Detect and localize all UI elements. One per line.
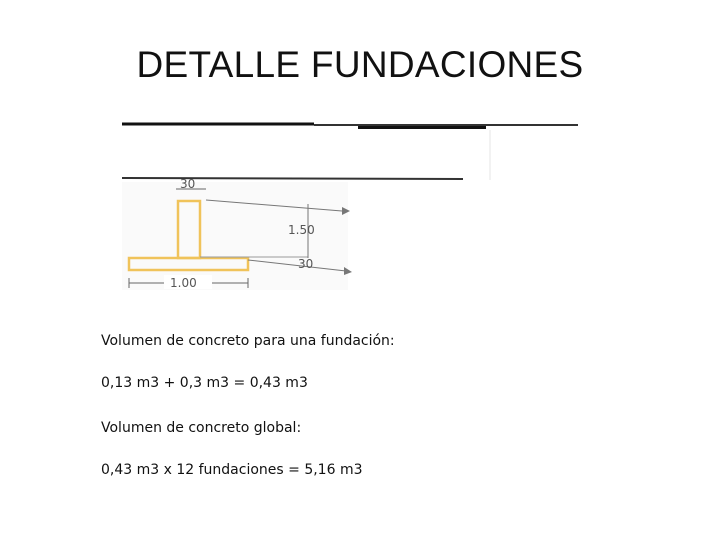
dim-base-thickness-label: 30 bbox=[298, 257, 314, 271]
dim-base-width-label: 1.00 bbox=[170, 276, 197, 290]
text-volume-global-heading: Volumen de concreto global: bbox=[101, 420, 302, 436]
text-volume-global-calc: 0,43 m3 x 12 fundaciones = 5,16 m3 bbox=[101, 462, 363, 478]
dim-height-label: 1.50 bbox=[288, 223, 315, 237]
text-volume-single-calc: 0,13 m3 + 0,3 m3 = 0,43 m3 bbox=[101, 375, 308, 391]
dim-top-width-label: 30 bbox=[180, 177, 196, 191]
text-volume-single-heading: Volumen de concreto para una fundación: bbox=[101, 333, 395, 349]
header-rule-separator bbox=[122, 178, 463, 179]
slide-title: DETALLE FUNDACIONES bbox=[136, 44, 584, 85]
foundation-drawing-svg bbox=[118, 118, 588, 298]
foundation-detail-drawing bbox=[118, 118, 588, 298]
